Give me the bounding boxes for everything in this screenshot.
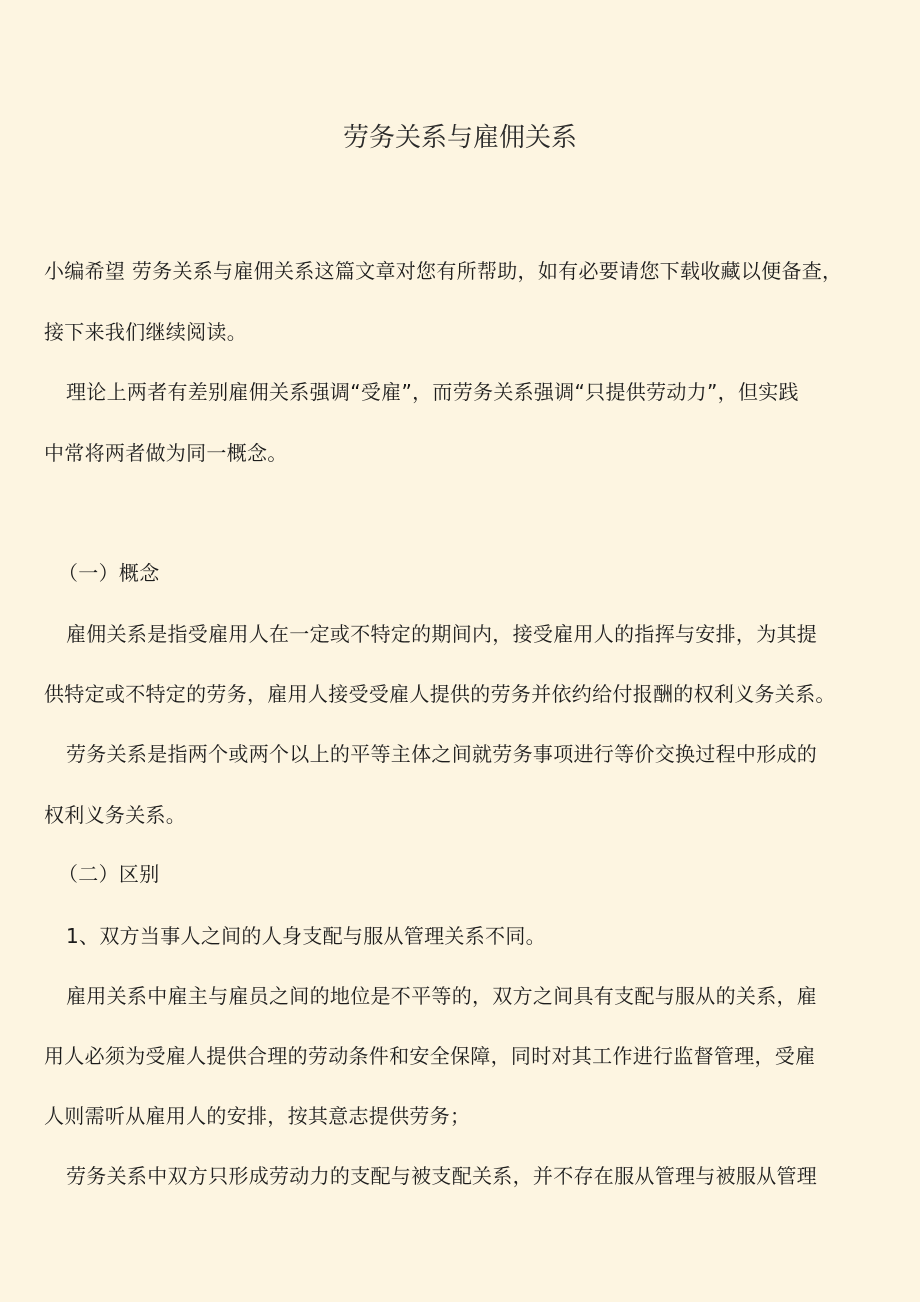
paragraph-line: 人则需听从雇用人的安排，按其意志提供劳务； [44,1104,471,1128]
paragraph-line: 劳务关系中双方只形成劳动力的支配与被支配关系，并不存在服从管理与被服从管理 [66,1164,818,1188]
paragraph-line: 权利义务关系。 [44,803,187,827]
section-heading: （二）区别 [58,862,160,886]
paragraph-line: 雇佣关系是指受雇用人在一定或不特定的期间内，接受雇用人的指挥与安排，为其提 [66,622,818,646]
paragraph-line: 用人必须为受雇人提供合理的劳动条件和安全保障，同时对其工作进行监督管理，受雇 [44,1044,816,1068]
section-heading: （一）概念 [58,561,160,585]
paragraph-line: 供特定或不特定的劳务，雇用人接受受雇人提供的劳务并依约给付报酬的权利义务关系。 [44,682,836,706]
paragraph-line: 接下来我们继续阅读。 [44,320,247,344]
paragraph-line: 中常将两者做为同一概念。 [44,441,288,465]
paragraph-line: 雇用关系中雇主与雇员之间的地位是不平等的，双方之间具有支配与服从的关系，雇 [66,984,818,1008]
paragraph-line: 理论上两者有差别雇佣关系强调“受雇”，而劳务关系强调“只提供劳动力”，但实践 [66,380,799,404]
paragraph-line: 劳务关系是指两个或两个以上的平等主体之间就劳务事项进行等价交换过程中形成的 [66,742,818,766]
document-title: 劳务关系与雇佣关系 [342,123,577,153]
list-item: 1、双方当事人之间的人身支配与服从管理关系不同。 [66,924,546,948]
paragraph-line: 小编希望 劳务关系与雇佣关系这篇文章对您有所帮助，如有必要请您下载收藏以便备查， [44,259,843,283]
